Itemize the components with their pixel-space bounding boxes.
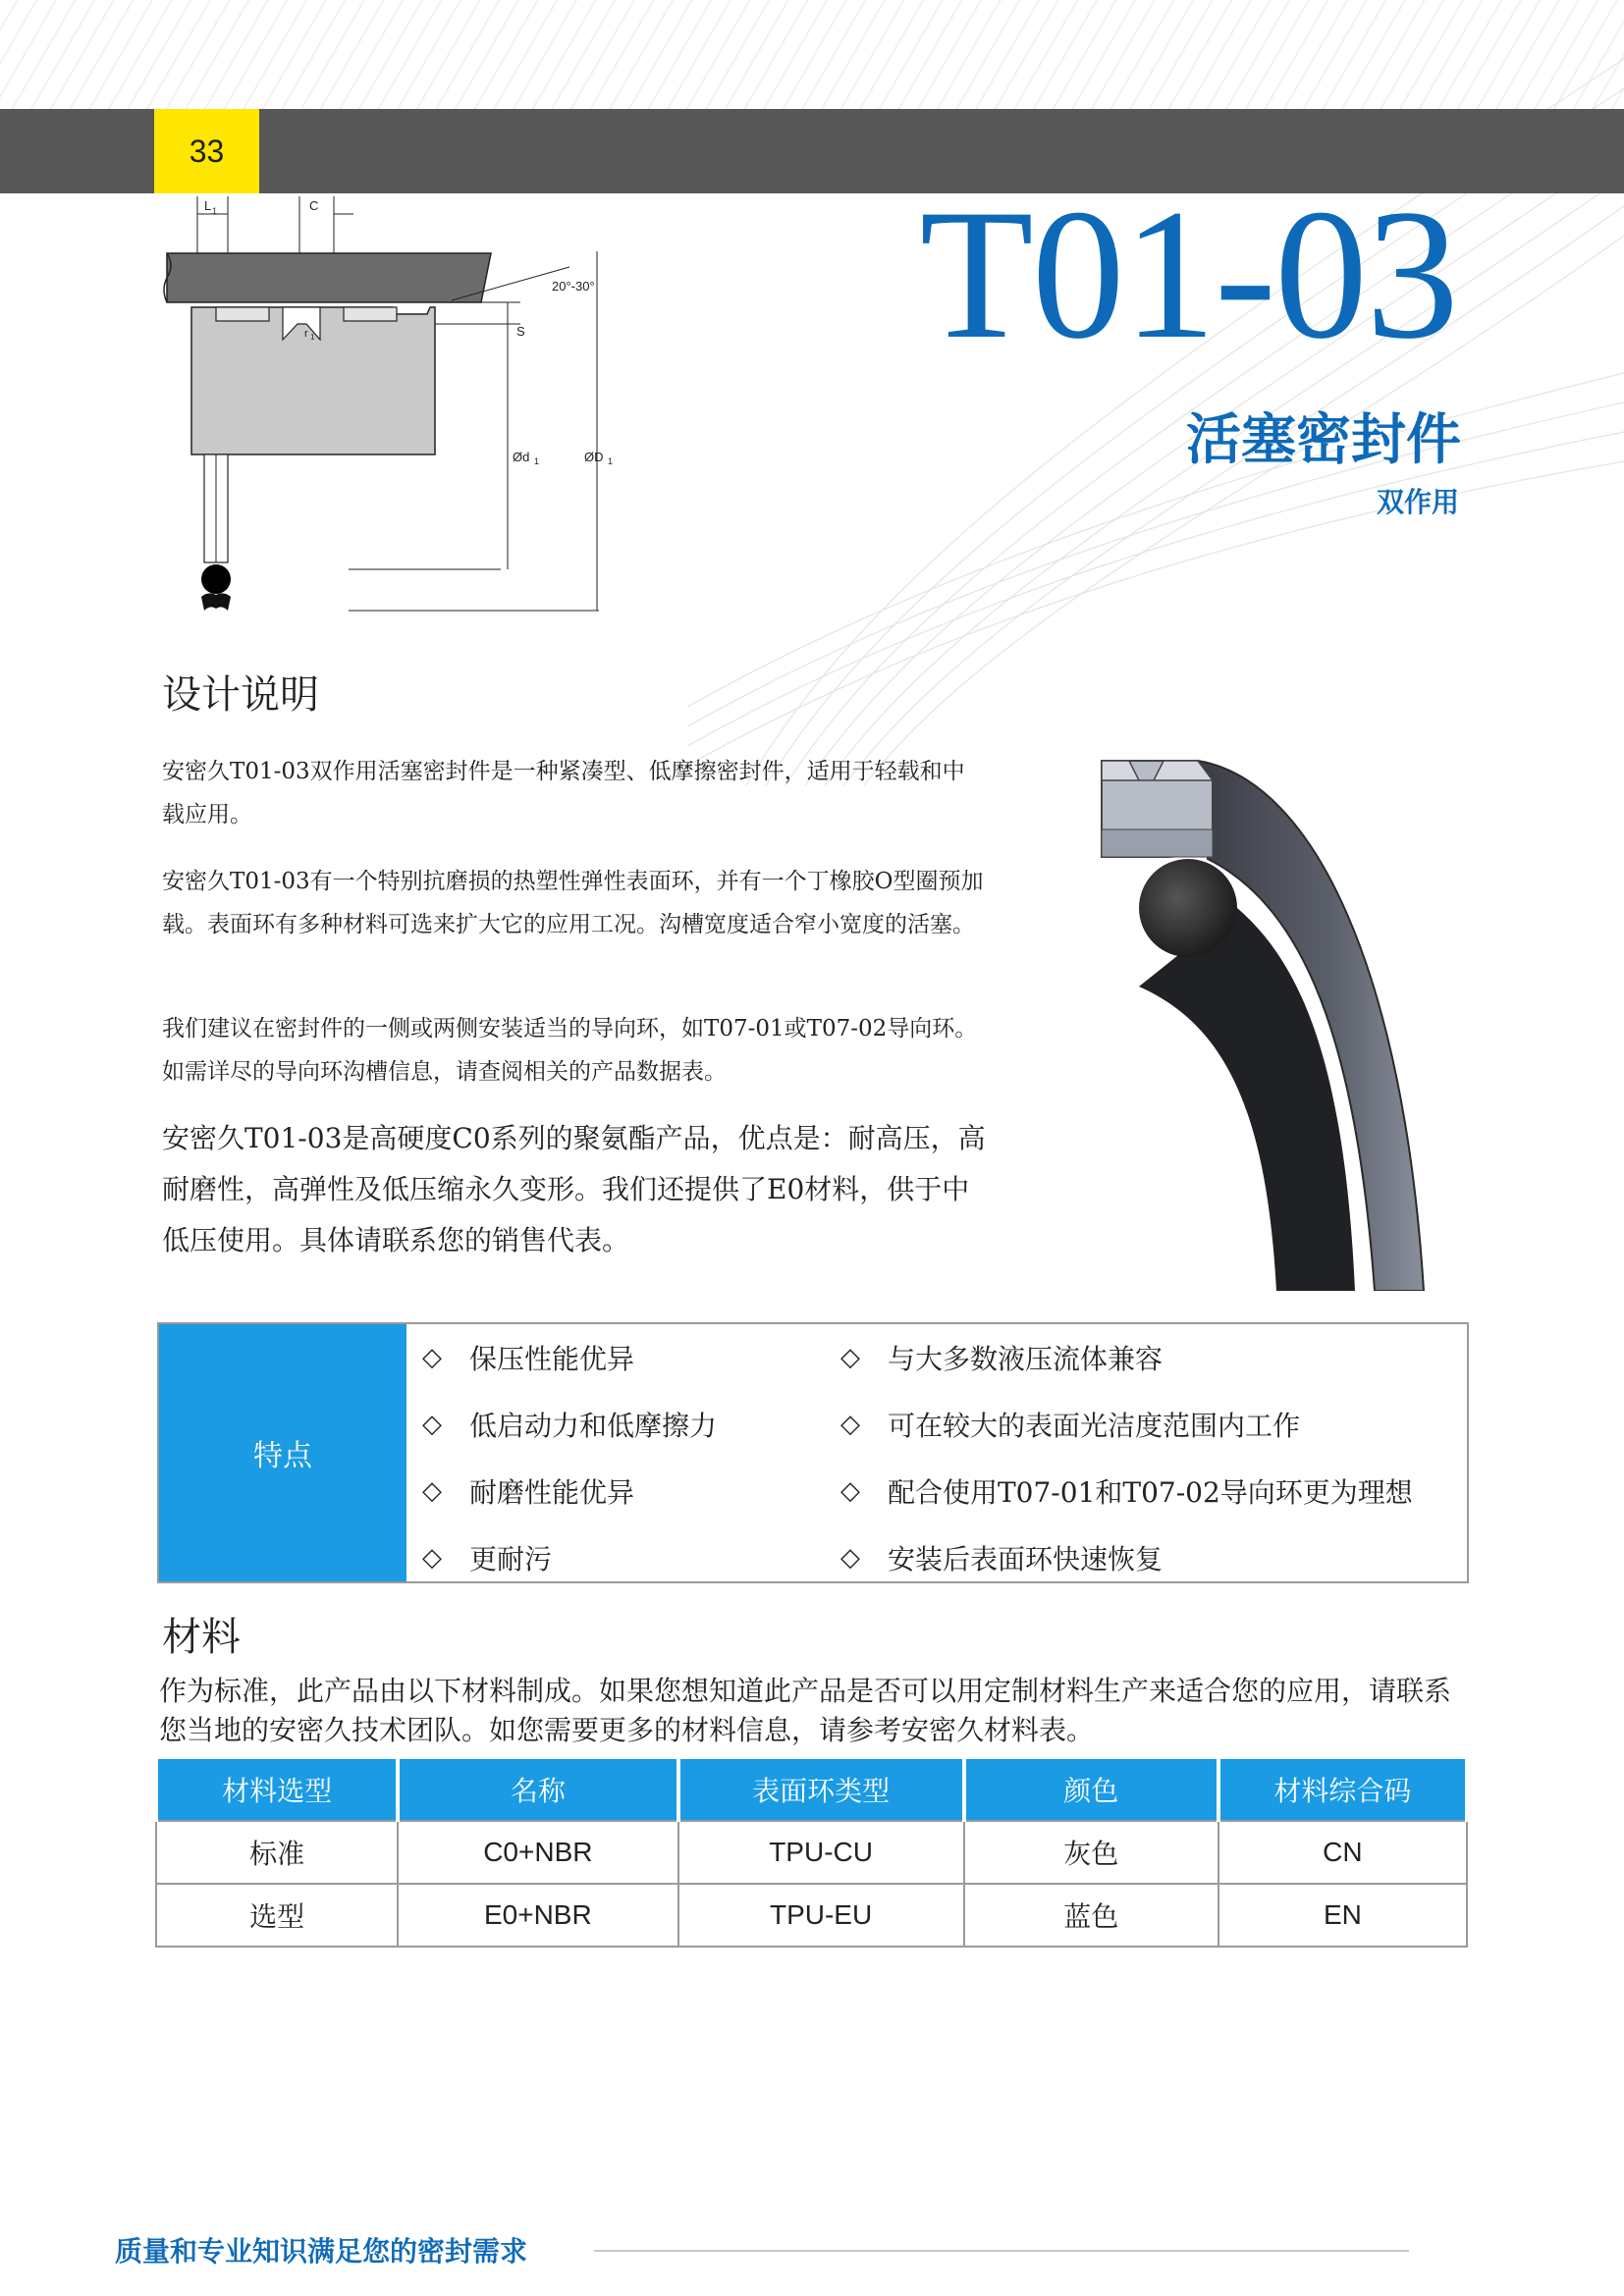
feature-text: 安装后表面环快速恢复 [888, 1543, 1164, 1575]
dim-label-l1-sub: 1 [212, 206, 218, 216]
page-number: 33 [154, 109, 259, 193]
footer-slogan: 质量和专业知识满足您的密封需求 [115, 2235, 528, 2268]
diamond-bullet-icon: ◇ [840, 1476, 860, 1506]
feature-item [422, 1334, 634, 1381]
dim-label-r1: r [304, 328, 308, 340]
diamond-bullet-icon: ◇ [840, 1410, 860, 1439]
diamond-bullet-icon: ◇ [422, 1343, 442, 1372]
design-section-title: 设计说明 [162, 672, 319, 718]
table-row [156, 1884, 1467, 1947]
feature-text: 保压性能优异 [469, 1343, 635, 1375]
features-label: 特点 [159, 1324, 406, 1581]
design-paragraph-4: 安密久T01-03是高硬度C0系列的聚氨酯产品，优点是：耐高压，高耐磨性，高弹性及低压缩永久变形。我们还提供了E0材料，供于中低压使用。具体请联系您的销售代表。 [162, 1122, 986, 1256]
table-header: 材料综合码 [1218, 1759, 1467, 1821]
table-cell: CN [1218, 1821, 1467, 1884]
table-header: 颜色 [964, 1759, 1218, 1821]
feature-item [422, 1468, 634, 1515]
diamond-bullet-icon: ◇ [422, 1476, 442, 1506]
product-name: 活塞密封件 [1186, 408, 1461, 472]
table-cell: 蓝色 [964, 1884, 1218, 1947]
seal-cross-section-diagram [157, 196, 628, 618]
materials-section-title: 材料 [162, 1615, 241, 1660]
table-cell: EN [1218, 1884, 1467, 1947]
materials-table [154, 1759, 1469, 1948]
feature-item [840, 1534, 1163, 1581]
table-header: 材料选型 [156, 1759, 398, 1821]
design-paragraph-1: 安密久T01-03双作用活塞密封件是一种紧凑型、低摩擦密封件，适用于轻载和中载应用。 [162, 759, 965, 828]
footer-divider [594, 2250, 1409, 2252]
dim-label-d1-sub: 1 [534, 456, 540, 466]
dim-label-s: S [516, 324, 525, 339]
table-cell: 灰色 [964, 1821, 1218, 1884]
feature-item [840, 1334, 1163, 1381]
feature-text: 配合使用T07-01和T07-02导向环更为理想 [888, 1476, 1413, 1509]
table-header: 名称 [398, 1759, 677, 1821]
table-cell: TPU-EU [678, 1884, 964, 1947]
table-cell: 选型 [156, 1884, 398, 1947]
feature-item [840, 1468, 1413, 1515]
feature-text: 可在较大的表面光洁度范围内工作 [888, 1410, 1301, 1442]
diamond-bullet-icon: ◇ [422, 1410, 442, 1439]
dim-label-d1: Ød [513, 450, 530, 464]
feature-text: 低启动力和低摩擦力 [469, 1410, 718, 1442]
table-header: 表面环类型 [678, 1759, 964, 1821]
diamond-bullet-icon: ◇ [840, 1543, 860, 1573]
design-paragraph-2: 安密久T01-03有一个特别抗磨损的热塑性弹性表面环，并有一个丁橡胶O型圈预加载。表面环有多种材料可选来扩大它的应用工况。沟槽宽度适合窄小宽度的活塞。 [162, 869, 984, 937]
seal-product-image [1080, 741, 1434, 1291]
dim-label-c: C [309, 198, 319, 213]
table-header-row [156, 1759, 1467, 1821]
dim-label-r1-sub: 1 [310, 333, 315, 342]
feature-text: 耐磨性能优异 [469, 1476, 635, 1509]
table-cell: C0+NBR [398, 1821, 677, 1884]
materials-intro: 作为标准，此产品由以下材料制成。如果您想知道此产品是否可以用定制材料生产来适合您的应用，请联系您当地的安密久技术团队。如您需要更多的材料信息，请参考安密久材料表。 [159, 1675, 1452, 1746]
feature-text: 更耐污 [469, 1543, 553, 1575]
table-cell: 标准 [156, 1821, 398, 1884]
dim-label-angle: 20°-30° [552, 279, 595, 294]
dim-label-D1-sub: 1 [608, 456, 614, 466]
diamond-bullet-icon: ◇ [840, 1343, 860, 1372]
product-subtitle: 双作用 [1376, 486, 1459, 518]
feature-item [840, 1401, 1300, 1448]
design-paragraph-3: 我们建议在密封件的一侧或两侧安装适当的导向环，如T07-01或T07-02导向环。如需详尽的导向环沟槽信息，请查阅相关的产品数据表。 [162, 1016, 978, 1085]
feature-text: 与大多数液压流体兼容 [888, 1343, 1164, 1375]
dim-label-D1: ØD [584, 450, 604, 464]
product-code-title: T01-03 [919, 172, 1457, 378]
feature-item [422, 1534, 552, 1581]
table-cell: E0+NBR [398, 1884, 677, 1947]
table-cell: TPU-CU [678, 1821, 964, 1884]
features-box [157, 1322, 1469, 1583]
table-row [156, 1821, 1467, 1884]
feature-item [422, 1401, 717, 1448]
dim-label-l1: L [204, 198, 212, 213]
diamond-bullet-icon: ◇ [422, 1543, 442, 1573]
